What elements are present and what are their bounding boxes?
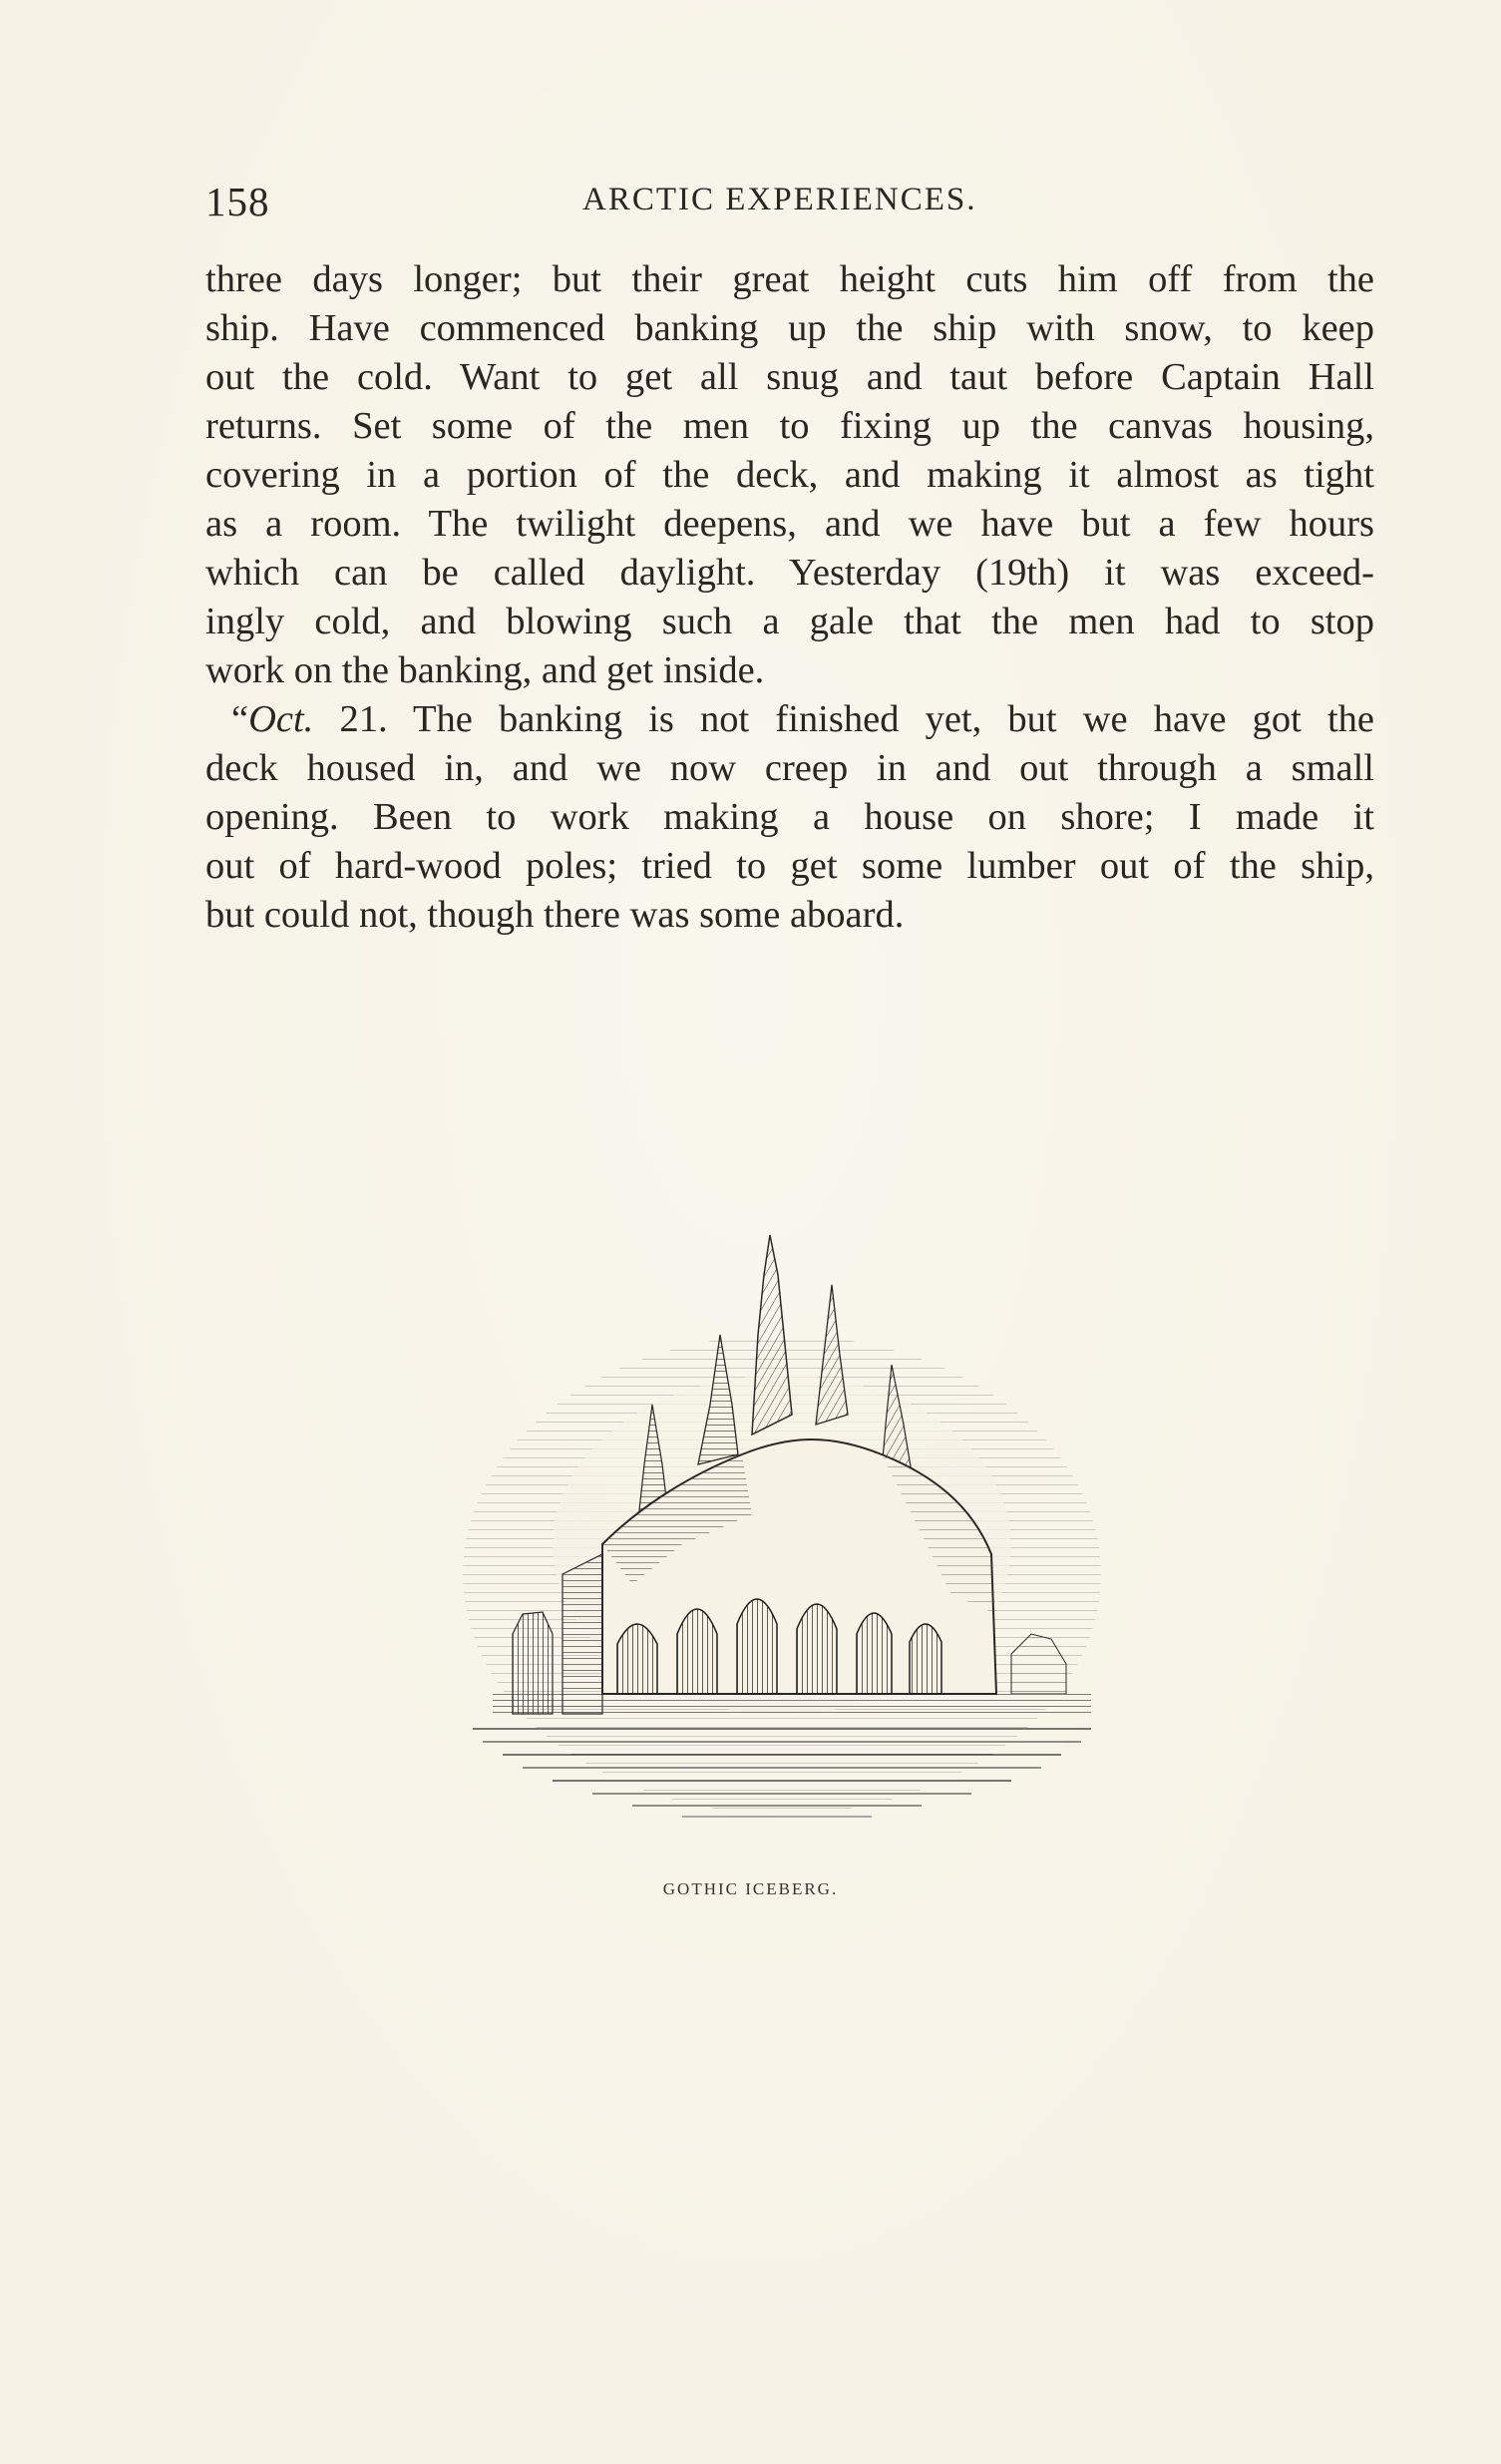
text-line: ship. Have commenced banking up the ship with snow, to keep xyxy=(205,307,1374,349)
engraving-illustration xyxy=(453,1215,1111,1853)
text-line: returns. Set some of the men to fixing up the canvas housing, xyxy=(205,405,1374,447)
text-line: out of hard-wood poles; tried to get some lumber out of the ship, xyxy=(205,845,1374,887)
first-line-rest: 21. The banking is not finished yet, but we have got the xyxy=(313,698,1374,740)
text-line: work on the banking, and get inside. xyxy=(205,649,765,691)
entry-date: Oct. xyxy=(248,698,314,740)
text-line: which can be called daylight. Yesterday (19th) it was exceed- xyxy=(205,552,1374,594)
text-line: as a room. The twilight deepens, and we have but a few hours xyxy=(205,503,1374,545)
running-head xyxy=(205,178,1380,227)
page-number: 158 xyxy=(205,179,270,224)
figure-caption: GOTHIC ICEBERG. xyxy=(662,1879,839,1898)
text-line: deck housed in, and we now creep in and out through a small xyxy=(205,747,1374,789)
text-line: out the cold. Want to get all snug and taut before Captain Hall xyxy=(205,356,1374,398)
gothic-iceberg-engraving xyxy=(453,1215,1111,1853)
open-quote: “ xyxy=(231,698,249,740)
iceberg-base xyxy=(493,1692,1091,1718)
text-line: covering in a portion of the deck, and making it almost as tight xyxy=(205,454,1374,496)
body-text xyxy=(205,255,1374,940)
central-spire xyxy=(752,1235,792,1435)
text-line: but could not, though there was some aboard. xyxy=(205,894,905,936)
paragraph-first-line xyxy=(205,695,1374,744)
text-line: ingly cold, and blowing such a gale that the men had to stop xyxy=(205,601,1374,642)
running-title: ARCTIC EXPERIENCES. xyxy=(582,182,977,217)
text-line: three days longer; but their great height cuts him off from the xyxy=(205,258,1374,300)
text-line: opening. Been to work making a house on shore; I made it xyxy=(205,796,1374,838)
